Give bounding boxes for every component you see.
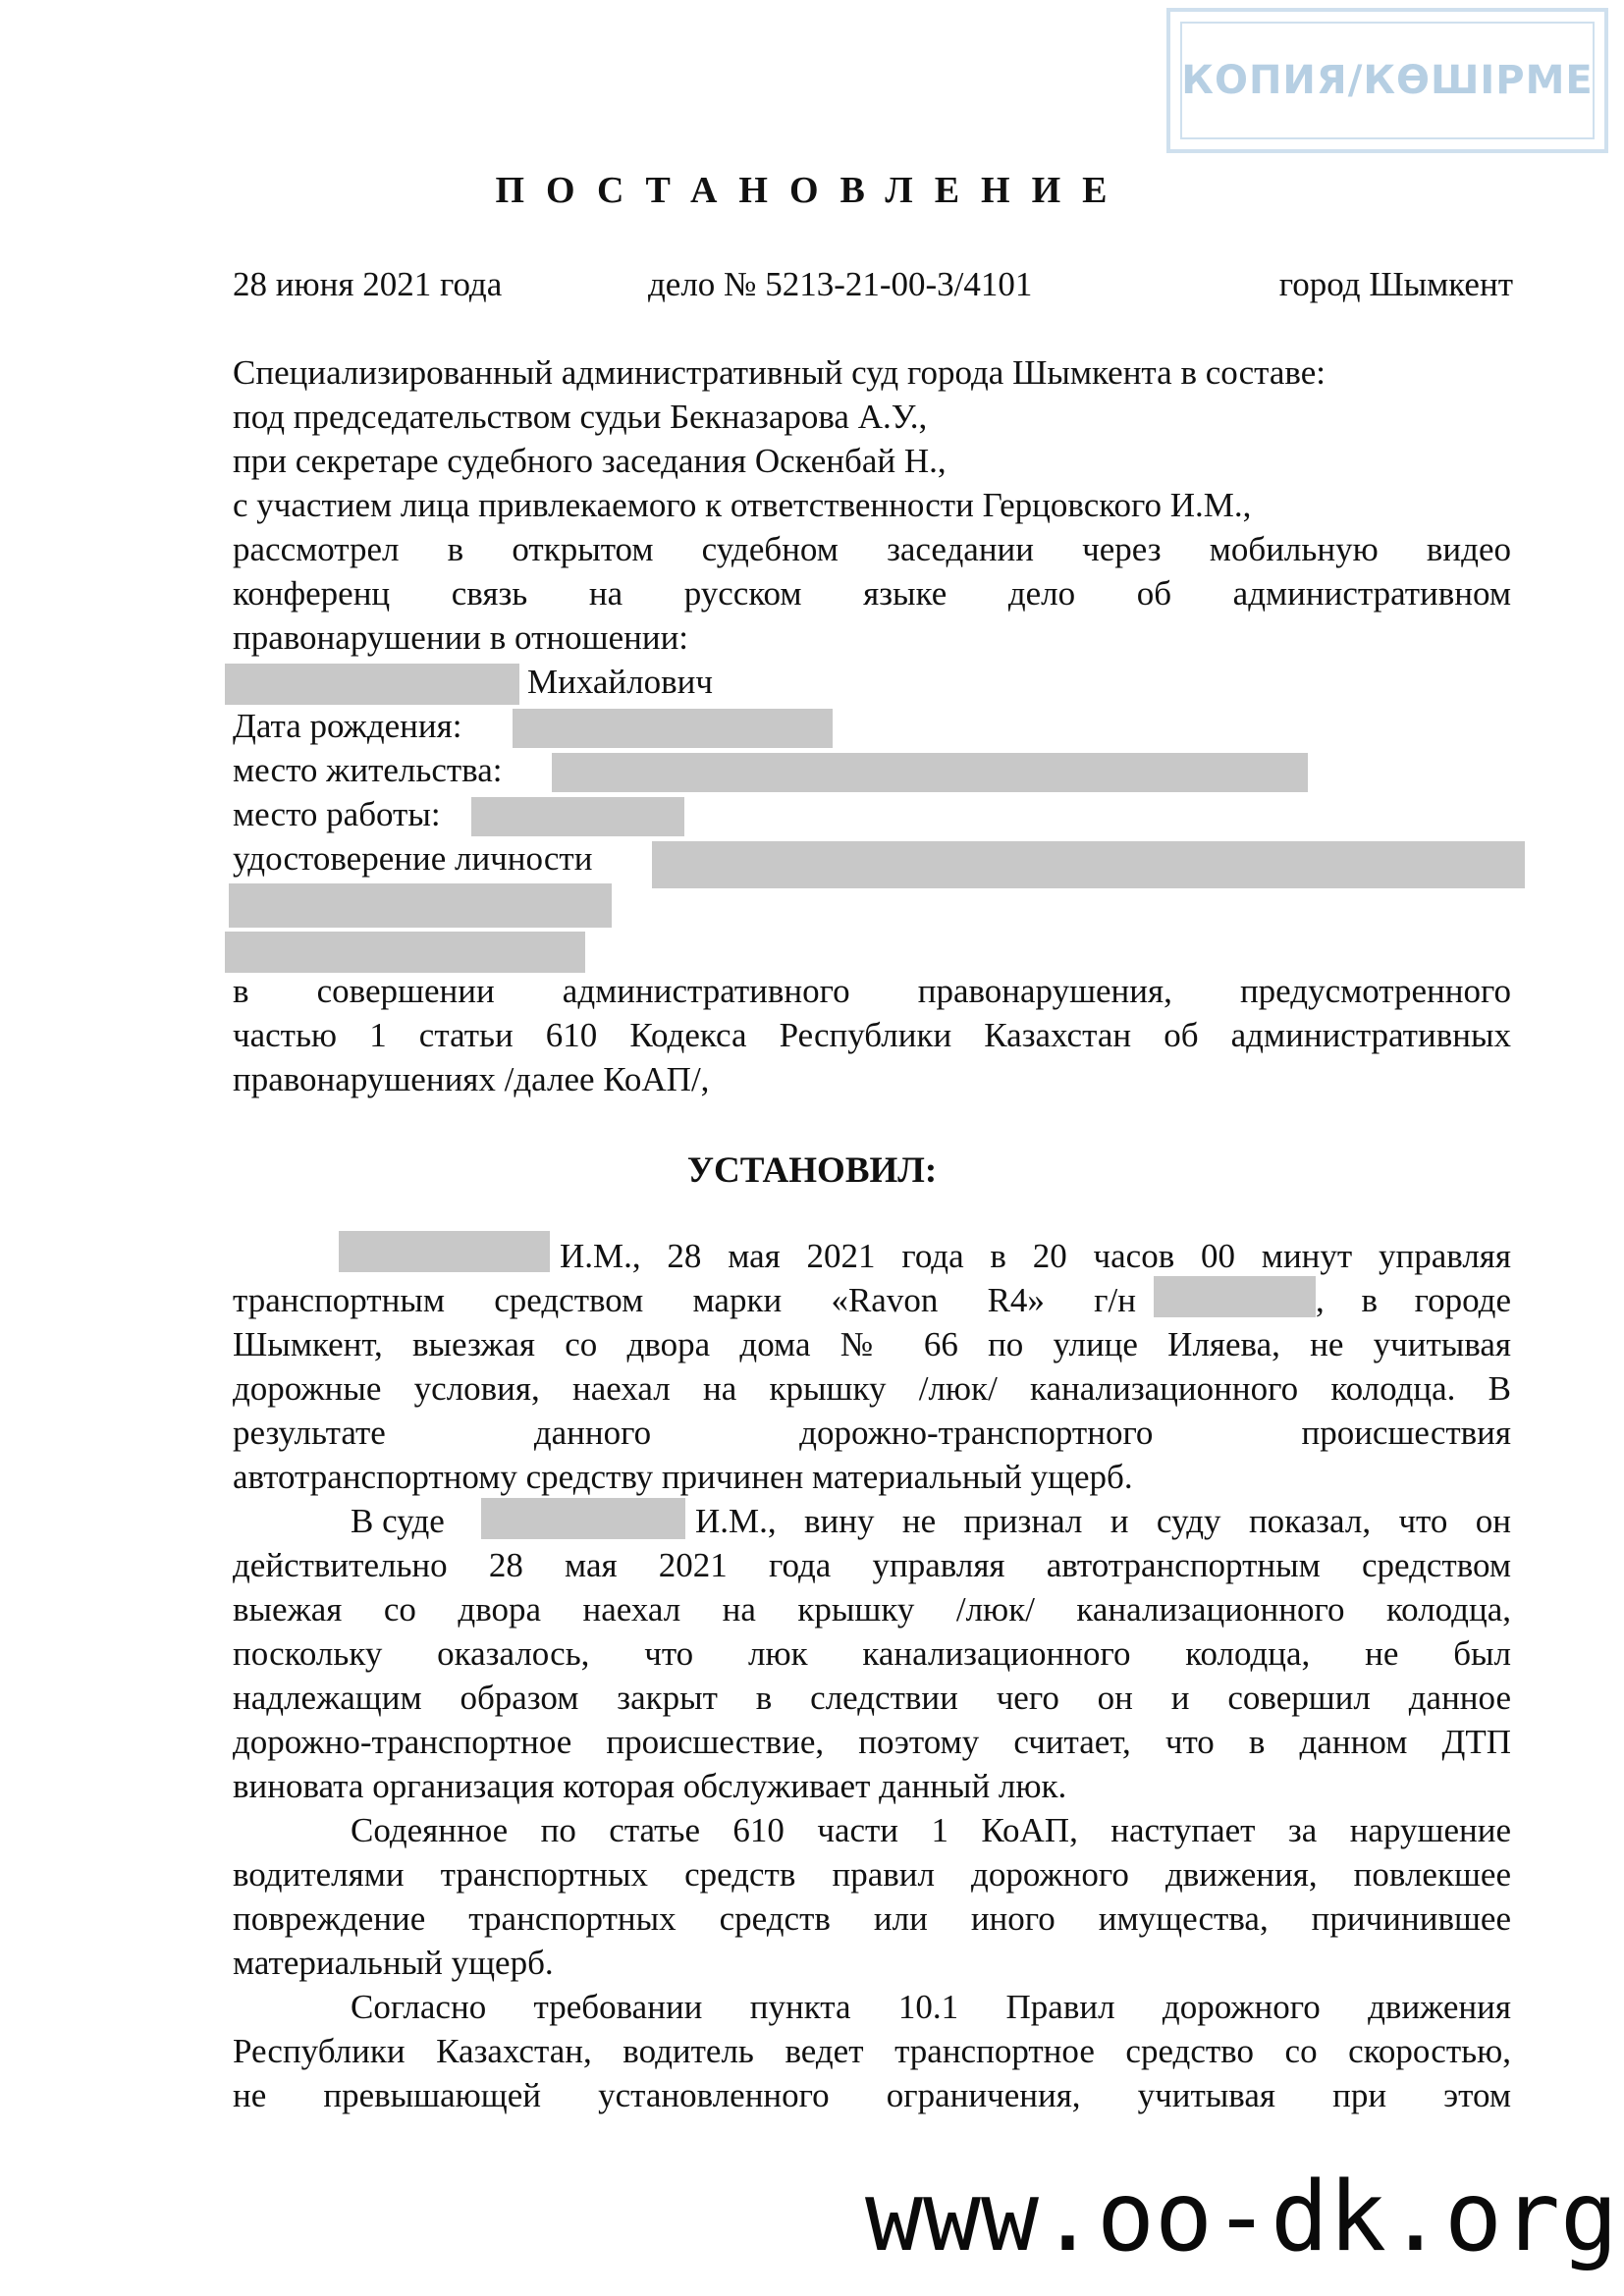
- redaction-block: [513, 709, 833, 748]
- paragraph-line: выежая со двора наехал на крышку /люк/ канализационного колодца,: [233, 1590, 1511, 1629]
- intro-line: под председательством судьи Бекназарова А.У.,: [233, 398, 928, 436]
- paragraph-line: Шымкент, выезжая со двора дома № 66 по улице Иляева, не учитывая: [233, 1325, 1511, 1363]
- redaction-block: [481, 1498, 685, 1539]
- redaction-block: [225, 932, 585, 973]
- id-card-label: удостоверение личности: [233, 839, 593, 878]
- workplace-label: место работы:: [233, 795, 441, 833]
- intro-line: конференц связь на русском языке дело об административном: [233, 574, 1511, 613]
- paragraph-line: надлежащим образом закрыт в следствии чего он и совершил данное: [233, 1679, 1511, 1717]
- intro-line: с участием лица привлекаемого к ответственности Герцовского И.М.,: [233, 486, 1252, 524]
- residence-label: место жительства:: [233, 751, 503, 789]
- redaction-block: [339, 1231, 550, 1272]
- paragraph-line: транспортным средством марки «Ravon R4» г/н: [233, 1281, 1136, 1319]
- paragraph-line: повреждение транспортных средств или иного имущества, причинившее: [233, 1899, 1511, 1938]
- paragraph-line: И.М., 28 мая 2021 года в 20 часов 00 минут управляя: [560, 1237, 1511, 1275]
- copy-stamp-text: КОПИЯ/КӨШІРМЕ: [1181, 58, 1594, 103]
- paragraph-line: материальный ущерб.: [233, 1944, 554, 1982]
- person-patronymic: Михайлович: [527, 663, 713, 701]
- document-title: ПОСТАНОВЛЕНИЕ: [495, 170, 1129, 211]
- birth-date-label: Дата рождения:: [233, 707, 462, 745]
- header-city: город Шымкент: [1278, 265, 1513, 303]
- redaction-block: [652, 841, 1525, 888]
- section-heading-ustanovil: УСТАНОВИЛ:: [686, 1150, 938, 1191]
- redaction-block: [552, 753, 1308, 792]
- paragraph-line: водителями транспортных средств правил дорожного движения, повлекшее: [233, 1855, 1511, 1894]
- copy-stamp: [1166, 8, 1608, 153]
- paragraph-line: поскольку оказалось, что люк канализационного колодца, не был: [233, 1634, 1511, 1673]
- paragraph-line: , в городе: [1316, 1281, 1511, 1319]
- charge-line: в совершении административного правонарушения, предусмотренного: [233, 972, 1511, 1010]
- paragraph-line: не превышающей установленного ограничения, учитывая при этом: [233, 2076, 1511, 2114]
- charge-line: правонарушениях /далее КоАП/,: [233, 1060, 710, 1098]
- redaction-block: [1154, 1276, 1316, 1317]
- paragraph-line: Содеянное по статье 610 части 1 КоАП, наступает за нарушение: [351, 1811, 1511, 1849]
- intro-line: при секретаре судебного заседания Оскенбай Н.,: [233, 442, 947, 480]
- paragraph-line: результате данного дорожно-транспортного происшествия: [233, 1414, 1511, 1452]
- header-case-number: дело № 5213-21-00-3/4101: [648, 265, 1033, 303]
- website-watermark: www.oo-dk.org: [864, 2162, 1618, 2273]
- paragraph-line: дорожно-транспортное происшествие, поэтому считает, что в данном ДТП: [233, 1723, 1511, 1761]
- intro-line: Специализированный административный суд города Шымкента в составе:: [233, 353, 1326, 392]
- charge-line: частью 1 статьи 610 Кодекса Республики Казахстан об административных: [233, 1016, 1511, 1054]
- paragraph-line: И.М., вину не признал и суду показал, что он: [695, 1502, 1511, 1540]
- header-date: 28 июня 2021 года: [233, 265, 503, 303]
- redaction-block: [471, 797, 684, 836]
- redaction-block: [225, 664, 519, 705]
- paragraph-line: В суде: [351, 1502, 445, 1540]
- paragraph-line: виновата организация которая обслуживает данный люк.: [233, 1767, 1067, 1805]
- paragraph-line: дорожные условия, наехал на крышку /люк/ канализационного колодца. В: [233, 1369, 1511, 1408]
- paragraph-line: Республики Казахстан, водитель ведет транспортное средство со скоростью,: [233, 2032, 1511, 2070]
- redaction-block: [229, 883, 612, 928]
- copy-stamp-frame: [1180, 22, 1595, 139]
- paragraph-line: автотранспортному средству причинен материальный ущерб.: [233, 1458, 1133, 1496]
- intro-line: правонарушении в отношении:: [233, 618, 689, 657]
- intro-line: рассмотрел в открытом судебном заседании через мобильную видео: [233, 530, 1511, 568]
- paragraph-line: действительно 28 мая 2021 года управляя автотранспортным средством: [233, 1546, 1511, 1584]
- paragraph-line: Согласно требовании пункта 10.1 Правил дорожного движения: [351, 1988, 1511, 2026]
